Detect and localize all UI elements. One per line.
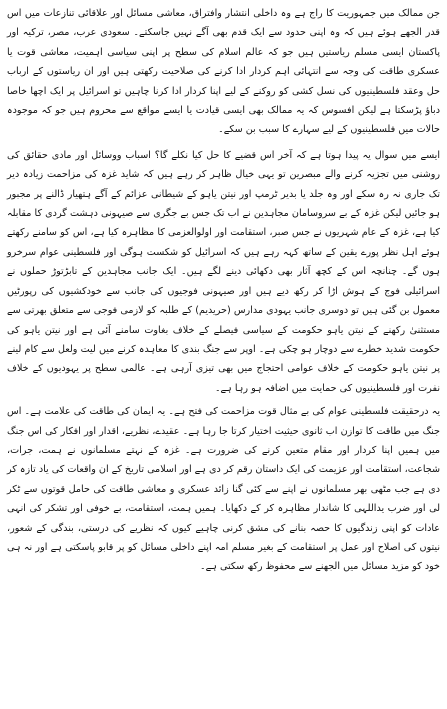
paragraph-2: ایسے میں سوال یہ پیدا ہوتا ہے کہ آخر اس قضیے کا حل کیا نکلے گا؟ اسباب ووسائل اور مادی حقائق کی روشنی میں تجزیہ کرنے والے مبصرین تو یہی خیال ظاہر کر رہے ہیں کہ شاید غزہ کی مزاحمت زیادہ دیر تک جاری نہ رہ سکے اور وہ جلد یا بدیر ٹرمپ اور نیتن یاہو کے شیطانی عزائم کے آگے ہتھیار ڈالنے پر مجبور ہو جائیں لیکن غزہ کے بے سروسامان مجاہدین نے اب تک جس بے جگری سے صیہونی دہشت گردی کا مقابلہ کیا ہے، غزہ کے عام شہریوں نے جس صبر، استقامت اور اولوالعزمی کا مظاہرہ کیا ہے، اس کو سامنے رکھتے ہوئے اہل نظر پورے یقین کے ساتھ کہہ رہے ہیں کہ اسرائیل کو شکست ہوگی اور فلسطینی عوام سرخرو ہوں گے۔ چنانچہ اس کے کچھ آثار بھی دکھائی دینے لگے ہیں۔ ایک جانب مجاہدین کے تابڑتوڑ حملوں نے اسرائیلی فوج کے ہوش اڑا کر رکھ دیے ہیں اور صیہونی فوجیوں کی جانب سے خودکشیوں کی رپورٹیں معمول بن گئی ہیں تو دوسری جانب یہودی مدارس (حریدیم) کے طلبہ کو لازمی فوجی سے متعلق بھرتی سے مستثنیٰ رکھنے کے نیتن یاہو حکومت کے سیاسی فیصلے کے خلاف بغاوت سامنے آئی ہے اور نیتن یاہو کی حکومت شدید خطرے سے دوچار ہو چکی ہے۔ اوپر سے جنگ بندی کا معاہدہ کرنے میں لیت ولعل سے کام لینے پر نیتن یاہو حکومت کے خلاف عوامی احتجاج میں بھی تیزی آرہی ہے۔ عالمی سطح پر یہودیوں کے خلاف نفرت اور فلسطینیوں کی حمایت میں اضافہ ہو رہا ہے۔ <box>7 149 440 394</box>
paragraph-3: یہ درحقیقت فلسطینی عوام کی بے مثال قوت مزاحمت کی فتح ہے۔ یہ ایمان کی طاقت کی علامت ہے۔ اس جنگ میں طاقت کا توازن اب ثانوی حیثیت اختیار کرتا جا رہا ہے۔ عقیدے، نظریے، اقدار اور افکار کی اس جنگ میں ہمیں اپنا کردار اور مقام متعین کرنے کی ضرورت ہے۔ غزہ کے نہتے مسلمانوں نے ہمت، جرات، شجاعت، استقامت اور عزیمت کی ایک داستان رقم کر دی ہے اور اسلامی تاریخ کے ان واقعات کی یاد تازہ کر دی ہے جب مٹھی بھر مسلمانوں نے اپنے سے کئی گنا زائد عسکری و معاشی طاقت کی حامل قوتوں سے ٹکر لی اور ضرب یداللہی کا شاندار مظاہرہ کر کے دکھایا۔ ہمیں ہمت، استقامت، بے خوفی اور تشکر کی انہی عادات کو اپنی زندگیوں کا حصہ بنانے کی مشق کرنی چاہیے کیوں کہ نظریے کی درستی، بندگی کے شعور، نیتوں کی اصلاح اور عمل پر استقامت کے بغیر مسلم امہ اپنے داخلی مسائل کو پر قابو پاسکتی ہے اور نہ ہی خود کو مزید مسائل میں الجھنے سے محفوظ رکھ سکتی ہے۔ <box>7 406 440 573</box>
paragraph-1: جن ممالک میں جمہوریت کا راج ہے وہ داخلی انتشار وافتراق، معاشی مسائل اور علاقائی تنازعات میں اس قدر الجھے ہوئے ہیں کہ وہ اپنی حدود سے ایک قدم بھی آگے نہیں جاسکتے۔ سعودی عرب، مصر، ترکیہ اور پاکستان ایسی مسلم ریاستیں ہیں جو کہ عالم اسلام کی سطح پر اپنی سیاسی اہمیت، معاشی قوت یا عسکری طاقت کی وجہ سے انتہائی اہم کردار ادا کرنے کی صلاحیت رکھتی ہیں اور ان ریاستوں کے ارباب حل وعقد فلسطینیوں کی نسل کشی کو روکنے کے لیے اپنا کردار ادا کرنا چاہیں تو اسرائیل پر ایک اچھا خاصا دباؤ پڑسکتا ہے لیکن افسوس کہ یہ ممالک بھی ایسی قیادت یا ایسے مواقع سے محروم ہیں جو کہ موجودہ حالات میں فلسطینیوں کے لیے سہارے کا سبب بن سکے۔ <box>7 8 440 136</box>
